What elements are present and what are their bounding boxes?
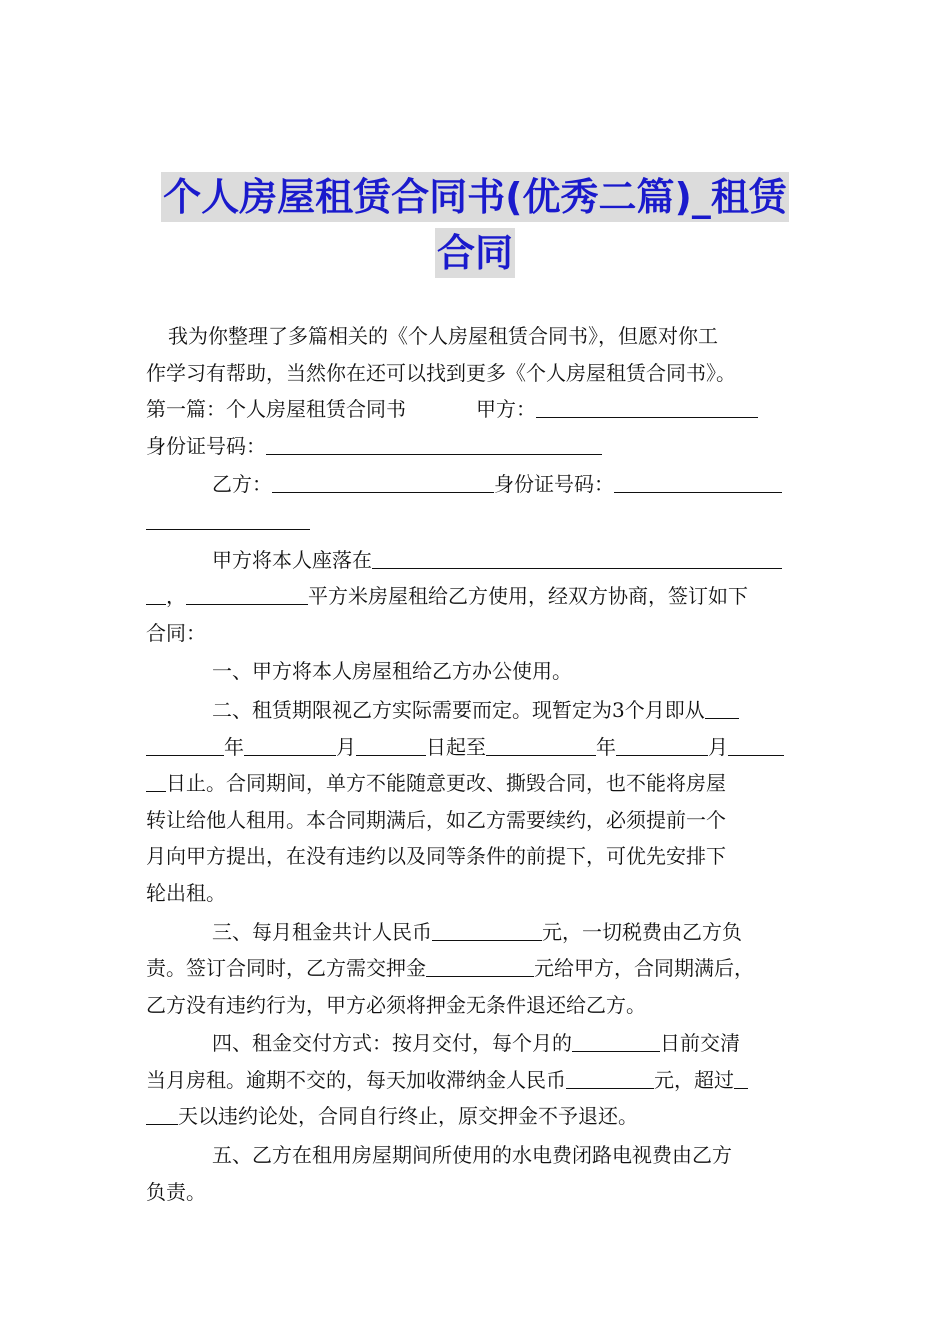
- intro-line-1: 我为你整理了多篇相关的《个人房屋租赁合同书》，但愿对你工: [168, 324, 718, 348]
- party-b-blank: [272, 470, 494, 493]
- clause-3-line-2: 责。签订合同时，乙方需交押金 元给甲方，合同期满后，: [146, 956, 754, 981]
- clause-3-line-3: 乙方没有违约行为，甲方必须将押金无条件退还给乙方。: [146, 992, 646, 1017]
- end-day-blank: [728, 733, 784, 756]
- late-fee-blank: [566, 1066, 654, 1089]
- title-line-2: 合同: [435, 228, 515, 278]
- premise-line-1: 甲方将本人座落在: [146, 542, 806, 579]
- start-year-blank-continued: [146, 733, 224, 756]
- clause-4-line-1: 四、租金交付方式：按月交付，每个月的 日前交清: [212, 1031, 740, 1056]
- id-b-continued-line: [146, 503, 806, 540]
- clause-5-line-1: 五、乙方在租用房屋期间所使用的水电费闭路电视费由乙方: [212, 1143, 732, 1168]
- premise-line-2: ， 平方米房屋租给乙方使用，经双方协商，签订如下: [146, 578, 806, 615]
- start-year-blank: [705, 696, 739, 719]
- end-year-blank: [486, 733, 596, 756]
- clause-2-line-3: 日止。合同期间，单方不能随意更改、撕毁合同，也不能将房屋: [146, 765, 806, 802]
- first-piece-heading: 第一篇：个人房屋租赁合同书: [146, 397, 406, 422]
- area-blank: [186, 582, 308, 605]
- premise-address-blank-continued: [146, 582, 166, 605]
- clause-2-line-1: 二、租赁期限视乙方实际需要而定。现暂定为3个月即从: [146, 692, 806, 729]
- clause-2-line-4: 转让给他人租用。本合同期满后，如乙方需要续约，必须提前一个: [146, 807, 726, 832]
- overdue-days-blank-continued: [146, 1102, 178, 1125]
- clause-4-line-3: 天以违约论处，合同自行终止，原交押金不予退还。: [146, 1098, 806, 1135]
- premise-address-blank: [372, 546, 782, 569]
- party-b-line: 乙方： 身份证号码：: [146, 466, 806, 503]
- end-month-blank: [616, 733, 708, 756]
- title-line-1: 个人房屋租赁合同书(优秀二篇)_租赁: [161, 172, 789, 222]
- clause-5-line-2: 负责。: [146, 1179, 206, 1204]
- party-a-blank: [536, 395, 758, 418]
- document-title: [100, 172, 850, 278]
- premise-line-3: 合同：: [146, 620, 206, 645]
- first-piece-line: [146, 391, 806, 428]
- clause-2-line-5: 月向甲方提出，在没有违约以及同等条件的前提下，可优先安排下: [146, 844, 726, 869]
- start-month-blank: [244, 733, 336, 756]
- overdue-days-blank: [734, 1066, 748, 1089]
- rent-amount-blank: [432, 918, 542, 941]
- clause-4-line-2: 当月房租。逾期不交的，每天加收滞纳金人民币 元，超过: [146, 1062, 806, 1099]
- payment-day-blank: [572, 1029, 660, 1052]
- intro-line-2: 作学习有帮助，当然你在还可以找到更多《个人房屋租赁合同书》。: [146, 360, 736, 385]
- document-body: [146, 318, 806, 1210]
- start-day-blank: [356, 733, 426, 756]
- id-a-line: 身份证号码：: [146, 428, 806, 465]
- id-a-blank: [266, 432, 602, 455]
- end-day-blank-continued: [146, 769, 166, 792]
- clause-1: 一、甲方将本人房屋租给乙方办公使用。: [212, 659, 572, 684]
- clause-2-line-2: 年 月 日起至 年 月: [146, 729, 806, 766]
- party-a-label: 甲方：: [476, 397, 536, 422]
- clause-3-line-1: 三、每月租金共计人民币 元，一切税费由乙方负: [212, 919, 742, 944]
- id-b-blank: [614, 470, 782, 493]
- clause-2-line-6: 轮出租。: [146, 880, 226, 905]
- deposit-blank: [426, 954, 534, 977]
- id-b-blank-continued: [146, 507, 310, 530]
